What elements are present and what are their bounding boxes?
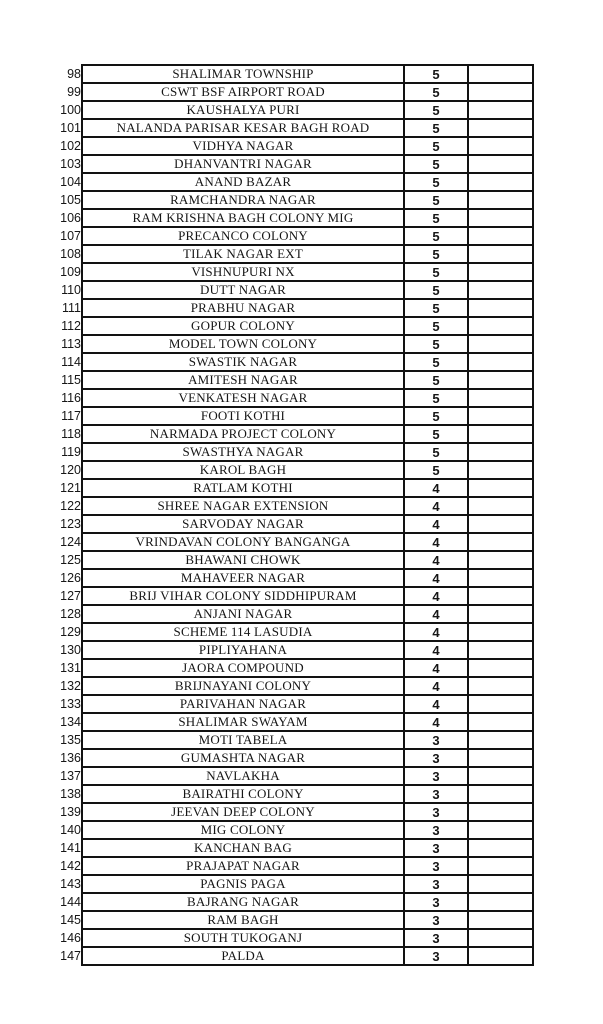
empty-cell: [468, 659, 533, 677]
locality-name-cell: GOPUR COLONY: [82, 317, 404, 335]
locality-name-cell: VENKATESH NAGAR: [82, 389, 404, 407]
locality-name-cell: BHAWANI CHOWK: [82, 551, 404, 569]
locality-name-cell: BRIJNAYANI COLONY: [82, 677, 404, 695]
row-number-cell: 120: [60, 463, 81, 477]
row-number-cell: 143: [60, 877, 81, 891]
empty-cell: [468, 641, 533, 659]
locality-score-table: [54, 64, 534, 966]
score-cell: 5: [404, 119, 468, 137]
locality-name-cell: VRINDAVAN COLONY BANGANGA: [82, 533, 404, 551]
row-number-cell: 98: [67, 67, 81, 81]
table-row: [54, 209, 533, 227]
empty-cell: [468, 191, 533, 209]
score-cell: 3: [404, 875, 468, 893]
table-row: [54, 749, 533, 767]
locality-name-cell: BRIJ VIHAR COLONY SIDDHIPURAM: [82, 587, 404, 605]
empty-cell: [468, 749, 533, 767]
row-number-cell: 115: [61, 373, 81, 387]
score-cell: 3: [404, 821, 468, 839]
row-number-cell: 125: [60, 553, 81, 567]
locality-name-cell: ANJANI NAGAR: [82, 605, 404, 623]
row-number-cell: 101: [60, 121, 81, 135]
row-number-cell: 116: [61, 391, 81, 405]
score-cell: 5: [404, 155, 468, 173]
score-cell: 5: [404, 191, 468, 209]
score-cell: 5: [404, 263, 468, 281]
table-row: [54, 695, 533, 713]
empty-cell: [468, 623, 533, 641]
locality-name-cell: PRABHU NAGAR: [82, 299, 404, 317]
table-row: [54, 155, 533, 173]
locality-name-cell: MOTI TABELA: [82, 731, 404, 749]
row-number-cell: 127: [60, 589, 81, 603]
table-row: [54, 641, 533, 659]
empty-cell: [468, 551, 533, 569]
locality-name-cell: ANAND BAZAR: [82, 173, 404, 191]
score-cell: 3: [404, 857, 468, 875]
locality-name-cell: TILAK NAGAR EXT: [82, 245, 404, 263]
empty-cell: [468, 281, 533, 299]
score-cell: 5: [404, 137, 468, 155]
table-row: [54, 533, 533, 551]
empty-cell: [468, 443, 533, 461]
locality-name-cell: PRAJAPAT NAGAR: [82, 857, 404, 875]
row-number-cell: 133: [60, 697, 81, 711]
empty-cell: [468, 119, 533, 137]
score-cell: 5: [404, 461, 468, 479]
table-row: [54, 893, 533, 911]
table-row: [54, 353, 533, 371]
row-number-cell: 142: [60, 859, 81, 873]
table-row: [54, 371, 533, 389]
table-row: [54, 317, 533, 335]
row-number-cell: 137: [60, 769, 81, 783]
empty-cell: [468, 173, 533, 191]
locality-name-cell: GUMASHTA NAGAR: [82, 749, 404, 767]
row-number-cell: 105: [60, 193, 81, 207]
empty-cell: [468, 263, 533, 281]
row-number-cell: 106: [60, 211, 81, 225]
empty-cell: [468, 353, 533, 371]
locality-name-cell: PAGNIS PAGA: [82, 875, 404, 893]
row-number-cell: 139: [60, 805, 81, 819]
table-row: [54, 497, 533, 515]
table-row: [54, 335, 533, 353]
score-cell: 5: [404, 407, 468, 425]
row-number-cell: 100: [60, 103, 81, 117]
table-row: [54, 821, 533, 839]
table-row: [54, 83, 533, 101]
empty-cell: [468, 317, 533, 335]
score-cell: 5: [404, 209, 468, 227]
row-number-cell: 144: [60, 895, 81, 909]
table-row: [54, 839, 533, 857]
locality-name-cell: KAUSHALYA PURI: [82, 101, 404, 119]
locality-name-cell: SWASTHYA NAGAR: [82, 443, 404, 461]
locality-name-cell: SOUTH TUKOGANJ: [82, 929, 404, 947]
locality-name-cell: RATLAM KOTHI: [82, 479, 404, 497]
table-row: [54, 605, 533, 623]
empty-cell: [468, 785, 533, 803]
table-row: [54, 389, 533, 407]
row-number-cell: 102: [60, 139, 81, 153]
empty-cell: [468, 209, 533, 227]
table-row: [54, 587, 533, 605]
locality-score-table-body: [54, 65, 533, 965]
score-cell: 5: [404, 227, 468, 245]
table-row: [54, 713, 533, 731]
score-cell: 3: [404, 893, 468, 911]
locality-name-cell: PRECANCO COLONY: [82, 227, 404, 245]
table-row: [54, 767, 533, 785]
row-number-cell: 108: [60, 247, 81, 261]
table-row: [54, 479, 533, 497]
empty-cell: [468, 605, 533, 623]
row-number-cell: 128: [60, 607, 81, 621]
empty-cell: [468, 911, 533, 929]
score-cell: 5: [404, 299, 468, 317]
locality-name-cell: SHREE NAGAR EXTENSION: [82, 497, 404, 515]
empty-cell: [468, 767, 533, 785]
table-row: [54, 623, 533, 641]
locality-name-cell: SHALIMAR TOWNSHIP: [82, 65, 404, 83]
score-cell: 5: [404, 335, 468, 353]
row-number-cell: 117: [61, 409, 81, 423]
locality-name-cell: NAVLAKHA: [82, 767, 404, 785]
row-number-cell: 119: [61, 445, 81, 459]
score-cell: 3: [404, 803, 468, 821]
table-row: [54, 119, 533, 137]
score-cell: 5: [404, 281, 468, 299]
row-number-cell: 147: [60, 949, 81, 963]
row-number-cell: 124: [60, 535, 81, 549]
empty-cell: [468, 929, 533, 947]
row-number-cell: 146: [60, 931, 81, 945]
row-number-cell: 134: [60, 715, 81, 729]
score-cell: 3: [404, 947, 468, 965]
row-number-cell: 136: [60, 751, 81, 765]
empty-cell: [468, 371, 533, 389]
table-row: [54, 65, 533, 83]
table-row: [54, 263, 533, 281]
empty-cell: [468, 407, 533, 425]
row-number-cell: 110: [61, 283, 81, 297]
locality-name-cell: CSWT BSF AIRPORT ROAD: [82, 83, 404, 101]
table-row: [54, 173, 533, 191]
locality-name-cell: JEEVAN DEEP COLONY: [82, 803, 404, 821]
row-number-cell: 131: [60, 661, 81, 675]
locality-name-cell: SARVODAY NAGAR: [82, 515, 404, 533]
empty-cell: [468, 497, 533, 515]
row-number-cell: 114: [61, 355, 81, 369]
score-cell: 4: [404, 605, 468, 623]
row-number-cell: 109: [60, 265, 81, 279]
locality-name-cell: VIDHYA NAGAR: [82, 137, 404, 155]
table-row: [54, 245, 533, 263]
score-cell: 4: [404, 479, 468, 497]
locality-name-cell: SHALIMAR SWAYAM: [82, 713, 404, 731]
locality-name-cell: VISHNUPURI NX: [82, 263, 404, 281]
table-row: [54, 875, 533, 893]
table-row: [54, 911, 533, 929]
score-cell: 5: [404, 245, 468, 263]
score-cell: 3: [404, 731, 468, 749]
score-cell: 5: [404, 65, 468, 83]
locality-name-cell: KAROL BAGH: [82, 461, 404, 479]
score-cell: 4: [404, 587, 468, 605]
score-cell: 4: [404, 497, 468, 515]
table-row: [54, 461, 533, 479]
table-row: [54, 551, 533, 569]
score-cell: 4: [404, 551, 468, 569]
score-cell: 5: [404, 83, 468, 101]
locality-name-cell: BAJRANG NAGAR: [82, 893, 404, 911]
row-number-cell: 140: [60, 823, 81, 837]
score-cell: 4: [404, 641, 468, 659]
row-number-cell: 104: [60, 175, 81, 189]
score-cell: 3: [404, 929, 468, 947]
row-number-cell: 118: [61, 427, 81, 441]
row-number-cell: 126: [60, 571, 81, 585]
table-row: [54, 947, 533, 965]
empty-cell: [468, 389, 533, 407]
table-row: [54, 929, 533, 947]
empty-cell: [468, 803, 533, 821]
score-cell: 5: [404, 443, 468, 461]
row-number-cell: 141: [60, 841, 81, 855]
row-number-cell: 113: [61, 337, 81, 351]
locality-name-cell: RAMCHANDRA NAGAR: [82, 191, 404, 209]
locality-name-cell: RAM BAGH: [82, 911, 404, 929]
score-cell: 4: [404, 533, 468, 551]
empty-cell: [468, 515, 533, 533]
table-row: [54, 677, 533, 695]
row-number-cell: 132: [60, 679, 81, 693]
empty-cell: [468, 821, 533, 839]
empty-cell: [468, 101, 533, 119]
score-cell: 5: [404, 389, 468, 407]
score-cell: 3: [404, 767, 468, 785]
empty-cell: [468, 83, 533, 101]
table-row: [54, 101, 533, 119]
empty-cell: [468, 227, 533, 245]
score-cell: 4: [404, 695, 468, 713]
table-row: [54, 569, 533, 587]
empty-cell: [468, 677, 533, 695]
empty-cell: [468, 299, 533, 317]
empty-cell: [468, 569, 533, 587]
table-row: [54, 137, 533, 155]
table-row: [54, 659, 533, 677]
empty-cell: [468, 461, 533, 479]
table-row: [54, 281, 533, 299]
row-number-cell: 112: [61, 319, 81, 333]
score-cell: 3: [404, 785, 468, 803]
empty-cell: [468, 587, 533, 605]
score-cell: 4: [404, 623, 468, 641]
locality-name-cell: MAHAVEER NAGAR: [82, 569, 404, 587]
table-row: [54, 191, 533, 209]
empty-cell: [468, 839, 533, 857]
row-number-cell: 121: [60, 481, 81, 495]
table-row: [54, 857, 533, 875]
table-row: [54, 803, 533, 821]
empty-cell: [468, 65, 533, 83]
locality-name-cell: PIPLIYAHANA: [82, 641, 404, 659]
empty-cell: [468, 425, 533, 443]
table-row: [54, 407, 533, 425]
locality-name-cell: RAM KRISHNA BAGH COLONY MIG: [82, 209, 404, 227]
locality-name-cell: PARIVAHAN NAGAR: [82, 695, 404, 713]
table-row: [54, 425, 533, 443]
row-number-cell: 107: [60, 229, 81, 243]
locality-name-cell: SCHEME 114 LASUDIA: [82, 623, 404, 641]
locality-name-cell: AMITESH NAGAR: [82, 371, 404, 389]
row-number-cell: 135: [60, 733, 81, 747]
score-cell: 5: [404, 317, 468, 335]
empty-cell: [468, 533, 533, 551]
locality-name-cell: SWASTIK NAGAR: [82, 353, 404, 371]
score-cell: 4: [404, 659, 468, 677]
table-row: [54, 227, 533, 245]
locality-name-cell: FOOTI KOTHI: [82, 407, 404, 425]
row-number-cell: 122: [60, 499, 81, 513]
locality-name-cell: NALANDA PARISAR KESAR BAGH ROAD: [82, 119, 404, 137]
score-cell: 5: [404, 173, 468, 191]
score-cell: 3: [404, 839, 468, 857]
empty-cell: [468, 245, 533, 263]
locality-name-cell: BAIRATHI COLONY: [82, 785, 404, 803]
row-number-cell: 138: [60, 787, 81, 801]
empty-cell: [468, 335, 533, 353]
row-number-cell: 99: [67, 85, 81, 99]
locality-name-cell: KANCHAN BAG: [82, 839, 404, 857]
empty-cell: [468, 857, 533, 875]
row-number-cell: 103: [60, 157, 81, 171]
empty-cell: [468, 479, 533, 497]
score-cell: 3: [404, 911, 468, 929]
row-number-cell: 123: [60, 517, 81, 531]
empty-cell: [468, 893, 533, 911]
locality-name-cell: MODEL TOWN COLONY: [82, 335, 404, 353]
score-cell: 4: [404, 677, 468, 695]
locality-name-cell: PALDA: [82, 947, 404, 965]
row-number-cell: 129: [60, 625, 81, 639]
table-row: [54, 731, 533, 749]
table-row: [54, 785, 533, 803]
empty-cell: [468, 155, 533, 173]
locality-name-cell: MIG COLONY: [82, 821, 404, 839]
empty-cell: [468, 731, 533, 749]
table-row: [54, 299, 533, 317]
score-cell: 4: [404, 515, 468, 533]
locality-name-cell: JAORA COMPOUND: [82, 659, 404, 677]
empty-cell: [468, 137, 533, 155]
score-cell: 3: [404, 749, 468, 767]
score-cell: 5: [404, 425, 468, 443]
score-cell: 4: [404, 713, 468, 731]
score-cell: 5: [404, 371, 468, 389]
locality-name-cell: DUTT NAGAR: [82, 281, 404, 299]
row-number-cell: 145: [60, 913, 81, 927]
empty-cell: [468, 695, 533, 713]
row-number-cell: 111: [61, 301, 81, 315]
row-number-cell: 130: [60, 643, 81, 657]
score-cell: 5: [404, 101, 468, 119]
table-row: [54, 443, 533, 461]
empty-cell: [468, 875, 533, 893]
locality-name-cell: DHANVANTRI NAGAR: [82, 155, 404, 173]
score-cell: 5: [404, 353, 468, 371]
score-cell: 4: [404, 569, 468, 587]
empty-cell: [468, 947, 533, 965]
empty-cell: [468, 713, 533, 731]
locality-name-cell: NARMADA PROJECT COLONY: [82, 425, 404, 443]
table-row: [54, 515, 533, 533]
